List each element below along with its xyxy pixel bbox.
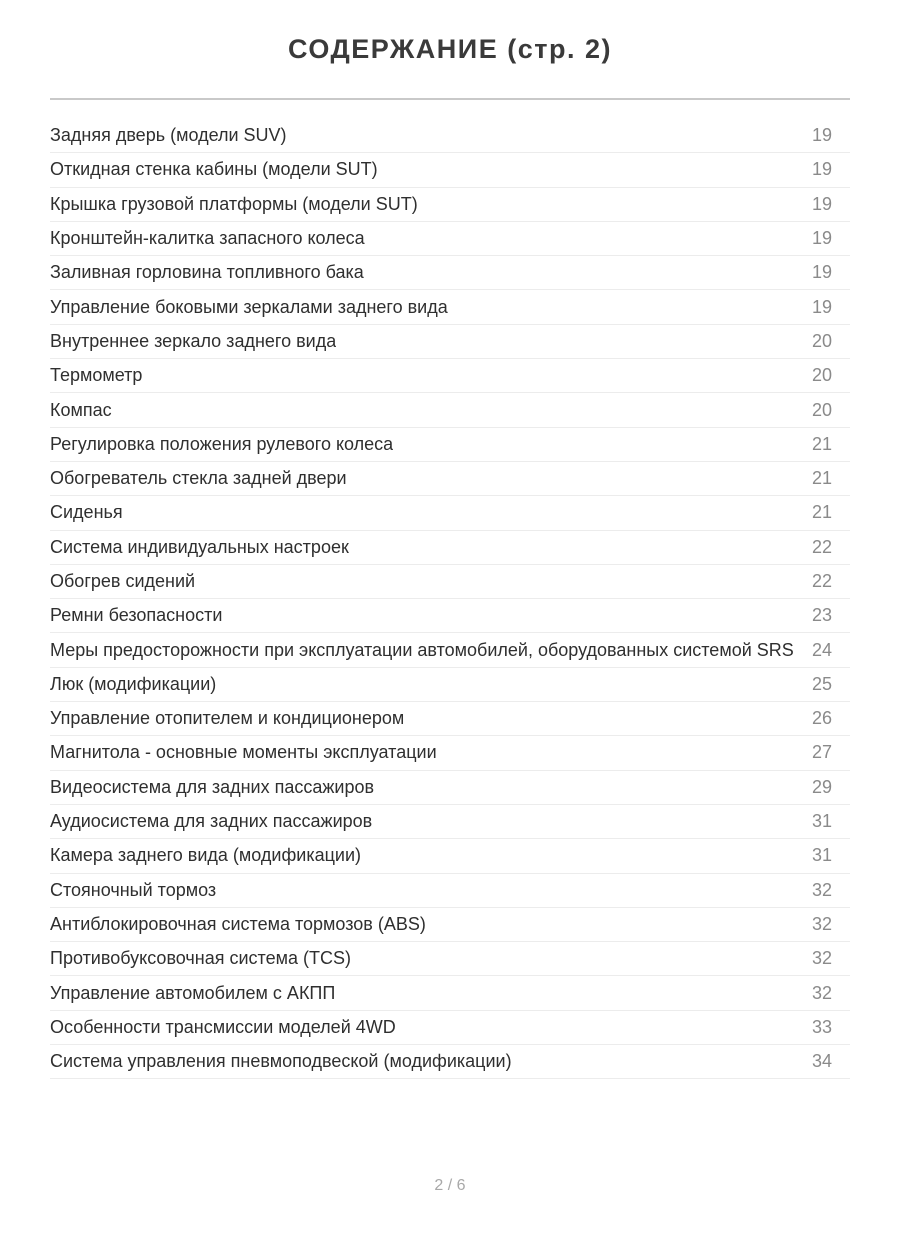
toc-entry[interactable] (50, 496, 850, 530)
toc-entry-label: Компас (50, 399, 112, 420)
toc-entry[interactable] (50, 874, 850, 908)
toc-entry-page-number: 19 (811, 125, 832, 146)
toc-entry[interactable] (50, 976, 850, 1010)
toc-entry-page-number: 24 (811, 639, 832, 660)
toc-entry-page-number: 32 (811, 913, 832, 934)
toc-entry-label: Заливная горловина топливного бака (50, 262, 364, 283)
toc-entry[interactable] (50, 359, 850, 393)
toc-entry-label: Люк (модификации) (50, 673, 217, 694)
toc-entry-page-number: 29 (811, 776, 832, 797)
toc-entry[interactable] (50, 1011, 850, 1045)
toc-entry[interactable] (50, 839, 850, 873)
toc-entry[interactable] (50, 805, 850, 839)
toc-entry-label: Управление боковыми зеркалами заднего вида (50, 296, 448, 317)
toc-entry-label: Стояночный тормоз (50, 879, 217, 900)
toc-entry-label: Сиденья (50, 502, 123, 523)
toc-entry[interactable] (50, 1045, 850, 1079)
toc-entry-page-number: 20 (811, 399, 832, 420)
toc-entry[interactable] (50, 633, 850, 667)
toc-entry-page-number: 21 (811, 468, 832, 489)
toc-entry[interactable] (50, 256, 850, 290)
toc-entry-page-number: 20 (811, 330, 832, 351)
toc-entry-label: Противобуксовочная система (TCS) (50, 948, 351, 969)
toc-entry-label: Система индивидуальных настроек (50, 536, 349, 557)
toc-entry-page-number: 19 (811, 193, 832, 214)
toc-entry-page-number: 20 (811, 365, 832, 386)
toc-entry-page-number: 21 (811, 433, 832, 454)
toc-entry[interactable] (50, 153, 850, 187)
toc-entry-page-number: 31 (811, 811, 832, 832)
toc-entry[interactable] (50, 908, 850, 942)
toc-entry-label: Термометр (50, 365, 143, 386)
page-title: СОДЕРЖАНИЕ (стр. 2) (288, 34, 612, 64)
toc-entry[interactable] (50, 668, 850, 702)
toc-entry-label: Обогреватель стекла задней двери (50, 468, 347, 489)
toc-entry-label: Управление автомобилем с АКПП (50, 982, 336, 1003)
toc-entry-page-number: 32 (811, 982, 832, 1003)
toc-entry-page-number: 26 (811, 708, 832, 729)
toc-entry-label: Обогрев сидений (50, 571, 196, 591)
toc-entry-label: Аудиосистема для задних пассажиров (50, 811, 373, 832)
toc-entry-page-number: 33 (811, 1016, 832, 1037)
toc-entry-label: Крышка грузовой платформы (модели SUT) (50, 193, 418, 214)
toc-entry-label: Особенности трансмиссии моделей 4WD (50, 1016, 396, 1037)
toc-entry[interactable] (50, 462, 850, 496)
toc-entry[interactable] (50, 599, 850, 633)
toc-entry-page-number: 19 (811, 262, 832, 283)
toc-entry[interactable] (50, 222, 850, 256)
toc-entry-page-number: 19 (811, 296, 832, 317)
toc-entry-page-number: 27 (811, 742, 832, 763)
toc-entry-page-number: 23 (811, 605, 832, 626)
toc-entry-page-number: 19 (811, 228, 832, 249)
toc-entry[interactable] (50, 942, 850, 976)
toc-entry-label: Видеосистема для задних пассажиров (50, 776, 375, 797)
toc-list (50, 119, 850, 1079)
toc-entry[interactable] (50, 393, 850, 427)
toc-entry-page-number: 22 (811, 536, 832, 557)
toc-entry[interactable] (50, 531, 850, 565)
toc-entry[interactable] (50, 188, 850, 222)
toc-entry[interactable] (50, 771, 850, 805)
toc-entry-page-number: 32 (811, 879, 832, 900)
title-divider (50, 98, 850, 100)
toc-entry-label: Задняя дверь (модели SUV) (50, 125, 287, 146)
toc-entry-label: Камера заднего вида (модификации) (50, 845, 362, 866)
toc-entry-label: Откидная стенка кабины (модели SUT) (50, 159, 378, 180)
toc-entry-label: Управление отопителем и кондиционером (50, 708, 405, 729)
toc-entry[interactable] (50, 736, 850, 770)
toc-entry[interactable] (50, 565, 850, 599)
toc-entry[interactable] (50, 290, 850, 324)
toc-entry-page-number: 25 (811, 673, 832, 694)
toc-entry-page-number: 32 (811, 948, 832, 969)
toc-entry-label: Кронштейн-калитка запасного колеса (50, 228, 365, 249)
toc-entry-label: Магнитола - основные моменты эксплуатации (50, 742, 437, 763)
page-indicator: 2 / 6 (434, 1177, 466, 1194)
toc-entry-label: Регулировка положения рулевого колеса (50, 433, 394, 454)
toc-entry-label: Внутреннее зеркало заднего вида (50, 330, 337, 351)
toc-entry-page-number: 21 (811, 502, 832, 523)
toc-entry[interactable] (50, 702, 850, 736)
toc-page (0, 36, 900, 1236)
toc-entry[interactable] (50, 119, 850, 153)
toc-entry-label: Антиблокировочная система тормозов (ABS) (50, 913, 426, 934)
toc-entry[interactable] (50, 325, 850, 359)
toc-entry-page-number: 19 (811, 159, 832, 180)
toc-entry-page-number: 31 (811, 845, 832, 866)
toc-entry-label: Ремни безопасности (50, 605, 223, 626)
toc-entry-page-number: 22 (811, 571, 832, 591)
toc-entry[interactable] (50, 428, 850, 462)
toc-entry-label: Меры предосторожности при эксплуатации автомобилей, оборудованных системой SRS (50, 639, 794, 660)
toc-entry-page-number: 34 (811, 1051, 832, 1072)
toc-entry-label: Система управления пневмоподвеской (модификации) (50, 1051, 512, 1072)
